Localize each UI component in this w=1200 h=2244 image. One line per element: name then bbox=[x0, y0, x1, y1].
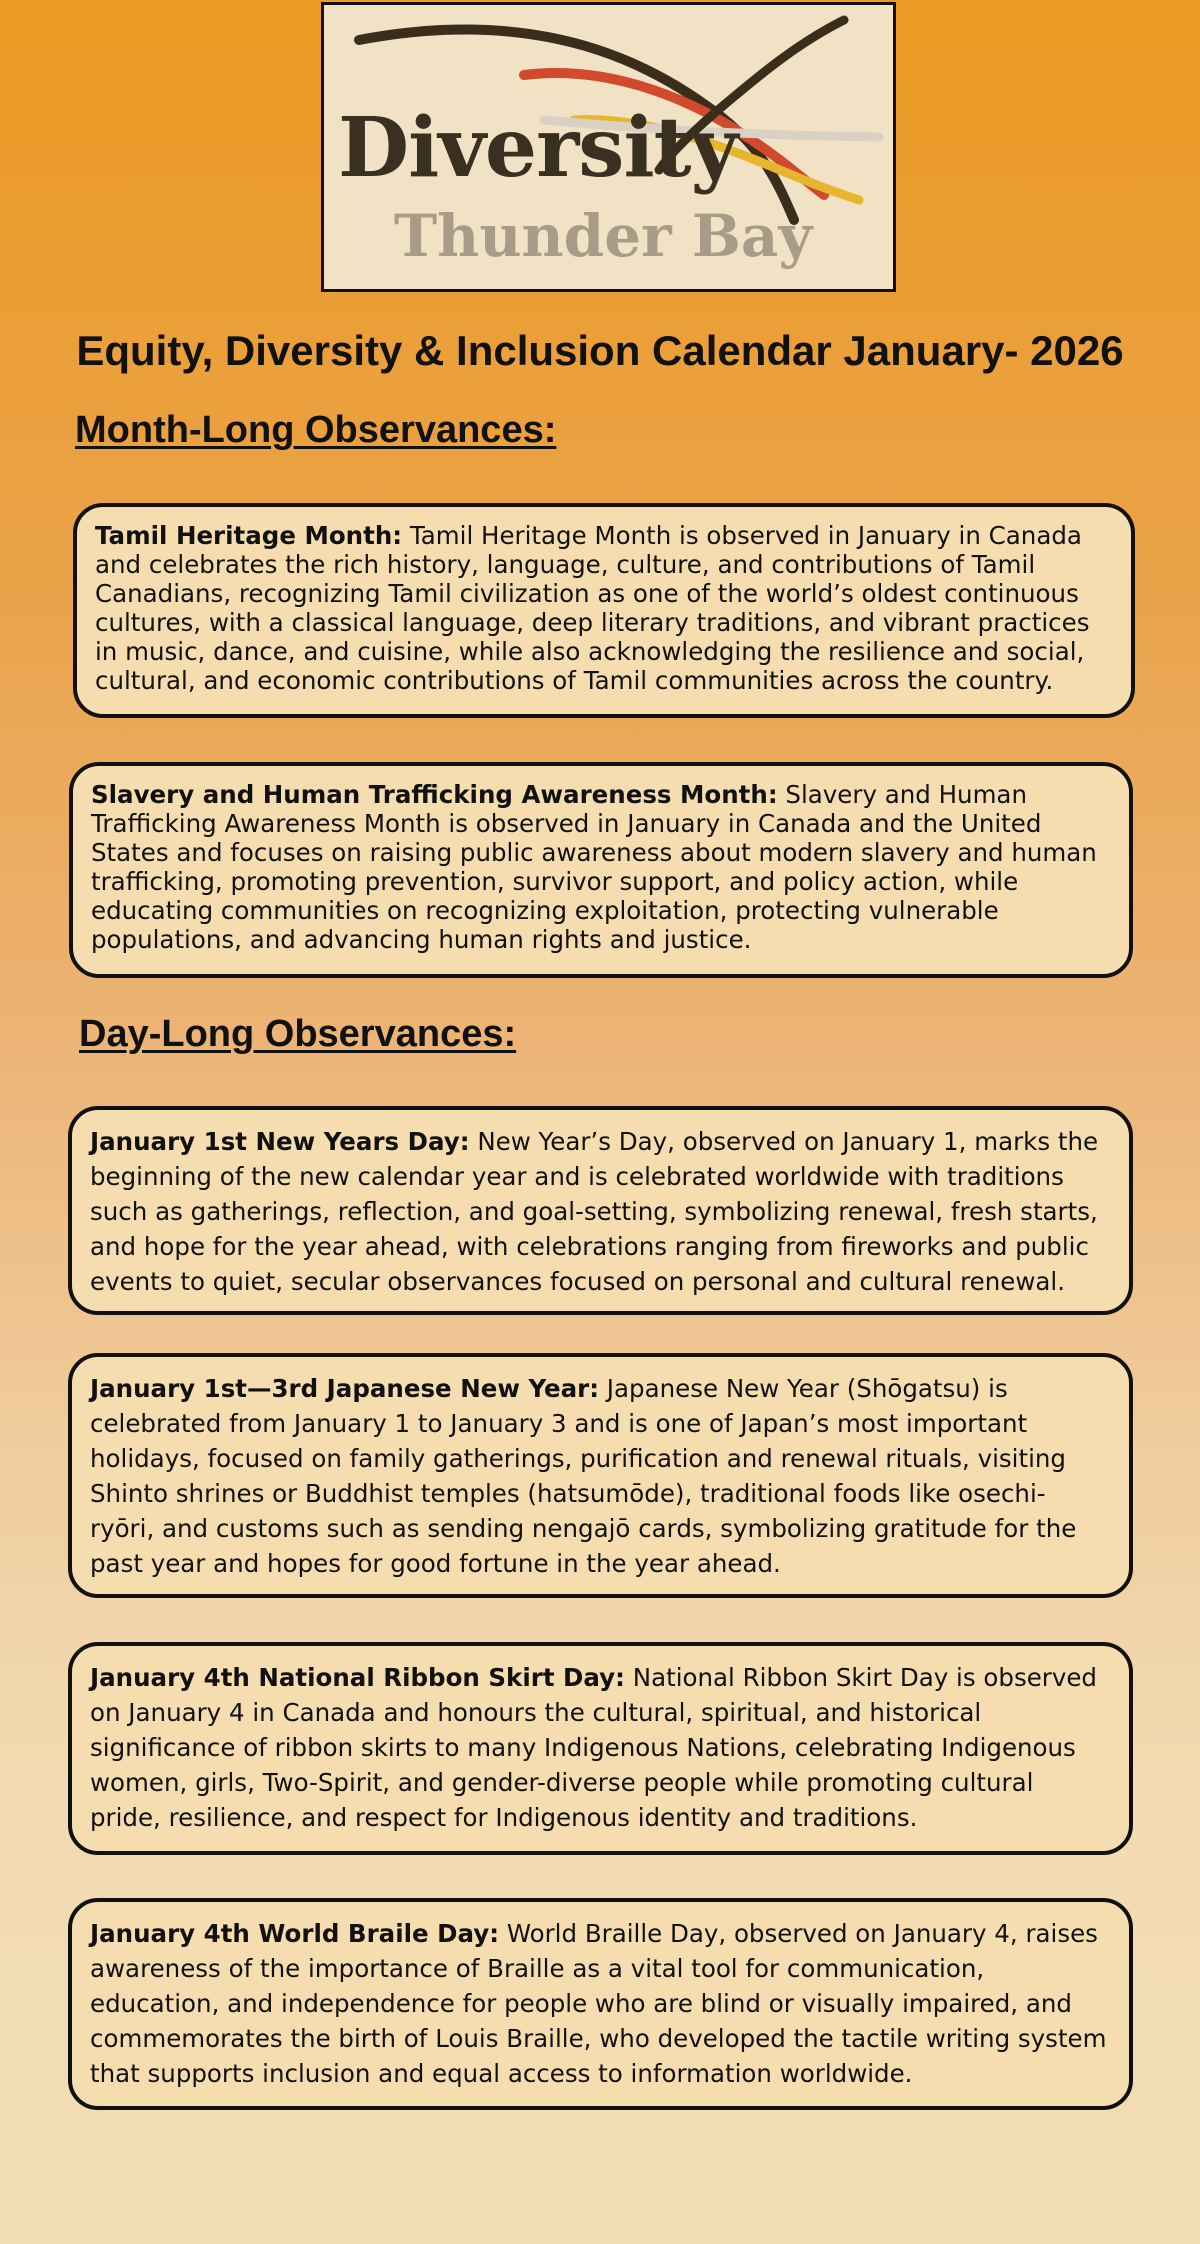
observance-term: January 4th World Braile Day: bbox=[90, 1919, 500, 1948]
observance-card-tamil-heritage bbox=[73, 503, 1135, 718]
day-long-heading: Day-Long Observances: bbox=[79, 1013, 517, 1055]
page-title: Equity, Diversity & Inclusion Calendar January- 2026 bbox=[76, 327, 1124, 374]
observance-description: World Braille Day, observed on January 4, raises awareness of the importance of Braille as a vital tool for communication, education, and independence for people who are blind or visually impaired, and commemorates the birth of Louis Braille, who developed the tactile writing system that supports inclusion and equal access to information worldwide. bbox=[90, 1919, 1107, 2088]
observance-term: January 4th National Ribbon Skirt Day: bbox=[90, 1663, 625, 1692]
month-long-heading: Month-Long Observances: bbox=[75, 409, 557, 451]
observance-card-ribbon-skirt-day bbox=[68, 1642, 1133, 1855]
observance-description: National Ribbon Skirt Day is observed on January 4 in Canada and honours the cultural, spiritual, and historical significance of ribbon skirts to many Indigenous Nations, celebrating Indigenous women, girls, Two-Spirit, and gender-diverse people while promoting cultural pride, resilience, and respect for Indigenous identity and traditions. bbox=[90, 1663, 1097, 1832]
observance-card-japanese-new-year bbox=[68, 1353, 1133, 1598]
observance-description: New Year’s Day, observed on January 1, marks the beginning of the new calendar year and is celebrated worldwide with traditions such as gatherings, reflection, and goal-setting, symbolizing renewal, fresh starts, and hope for the year ahead, with celebrations ranging from fireworks and public events to quiet, secular observances focused on personal and cultural renewal. bbox=[90, 1127, 1099, 1296]
observance-description: Japanese New Year (Shōgatsu) is celebrated from January 1 to January 3 and is one of Japan’s most important holidays, focused on family gatherings, purification and renewal rituals, visiting Shinto shrines or Buddhist temples (hatsumōde), traditional foods like osechi-ryōri, and customs such as sending nengajō cards, symbolizing gratitude for the past year and hopes for good fortune in the year ahead. bbox=[90, 1374, 1077, 1578]
observance-description: Tamil Heritage Month is observed in January in Canada and celebrates the rich history, language, culture, and contributions of Tamil Canadians, recognizing Tamil civilization as one of the world’s oldest continuous cultures, with a classical language, deep literary traditions, and vibrant practices in music, dance, and cuisine, while also acknowledging the resilience and social, cultural, and economic contributions of Tamil communities across the country. bbox=[95, 521, 1090, 695]
observance-card-world-braille-day bbox=[68, 1898, 1133, 2110]
logo-text-thunder-bay: Thunder Bay bbox=[394, 202, 813, 270]
logo-text-diversity: Diversity bbox=[338, 100, 738, 196]
observance-description: Slavery and Human Trafficking Awareness Month is observed in January in Canada and the United States and focuses on raising public awareness about modern slavery and human trafficking, promoting prevention, survivor support, and policy action, while educating communities on recognizing exploitation, protecting vulnerable populations, and advancing human rights and justice. bbox=[91, 780, 1097, 954]
diversity-thunder-bay-logo bbox=[321, 2, 896, 292]
observance-term: January 1st—3rd Japanese New Year: bbox=[90, 1374, 599, 1403]
observance-card-new-years-day bbox=[68, 1106, 1133, 1315]
observance-card-slavery-trafficking bbox=[69, 762, 1133, 978]
observance-term: Slavery and Human Trafficking Awareness Month: bbox=[91, 780, 778, 809]
observance-term: Tamil Heritage Month: bbox=[95, 521, 403, 550]
observance-term: January 1st New Years Day: bbox=[90, 1127, 470, 1156]
